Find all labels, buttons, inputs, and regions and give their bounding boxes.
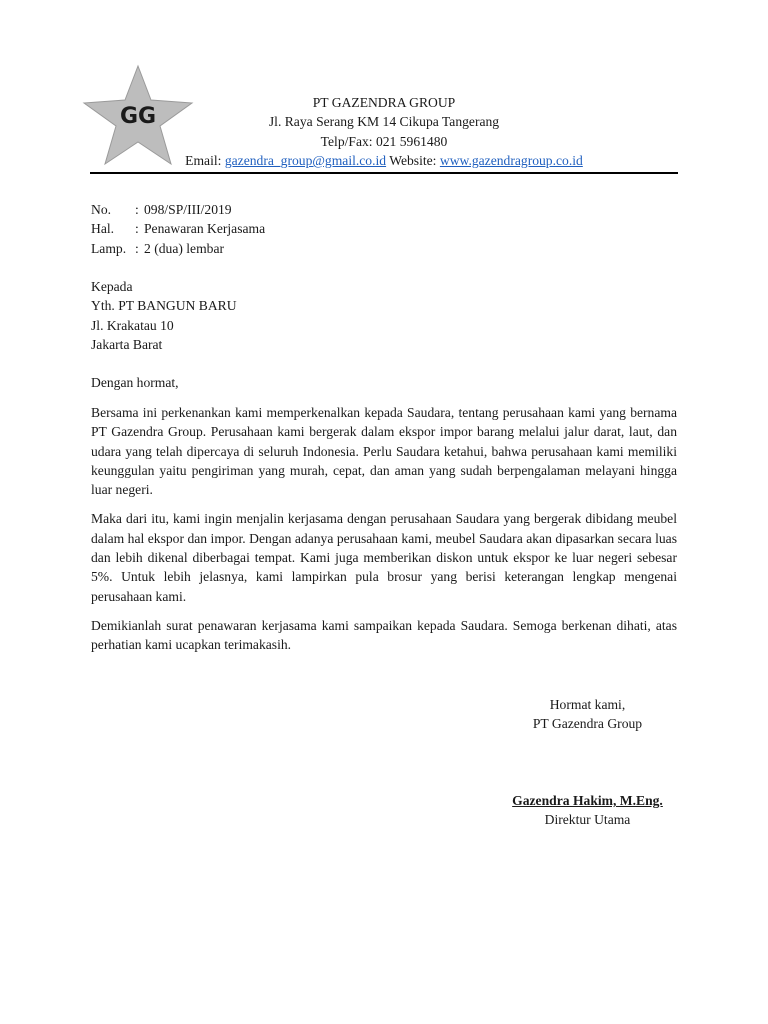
letter-meta <box>91 200 265 258</box>
company-name: PT GAZENDRA GROUP <box>312 95 456 110</box>
body-paragraph: Maka dari itu, kami ingin menjalin kerjasama dengan perusahaan Saudara yang bergerak dibidang meubel dalam hal ekspor dan impor. Dengan adanya perusahaan kami, meubel Saudara akan dipasarkan secara luas dan lebih dikenal diberbagai tempat. Kami juga memberikan diskon untuk ekspor ke luar negeri sebesar 5%. Untuk lebih jelasnya, kami lampirkan pula brosur yang berisi keterangan lengkap mengenai perusahaan kami. <box>91 511 677 604</box>
meta-sep: : <box>135 202 139 217</box>
meta-sep: : <box>135 240 139 256</box>
letterhead <box>90 93 678 170</box>
recipient-name: Yth. PT BANGUN BARU <box>91 298 237 314</box>
closing-company: PT Gazendra Group <box>532 716 643 732</box>
meta-value: Penawaran Kerjasama <box>144 221 266 237</box>
meta-row-number <box>91 200 265 219</box>
meta-value: 098/SP/III/2019 <box>144 202 232 217</box>
meta-sep: : <box>135 221 139 237</box>
meta-row-attachment <box>91 239 265 258</box>
logo-initials: GG <box>119 104 157 129</box>
company-address: Jl. Raya Serang KM 14 Cikupa Tangerang <box>268 114 500 130</box>
recipient-city: Jakarta Barat <box>91 336 163 352</box>
recipient-greeting: Kepada <box>91 279 133 294</box>
website-label: Website: <box>389 152 437 168</box>
closing-regards: Hormat kami, <box>549 697 626 712</box>
meta-key: Hal. <box>91 221 115 237</box>
signature-block <box>480 791 695 830</box>
signer-title: Direktur Utama <box>544 812 631 828</box>
recipient-block <box>91 277 237 354</box>
salutation: Dengan hormat, <box>91 375 179 390</box>
email-label: Email: <box>185 152 222 168</box>
meta-row-subject <box>91 219 265 238</box>
company-phone: Telp/Fax: 021 5961480 <box>320 133 448 149</box>
body-paragraph: Bersama ini perkenankan kami memperkenalkan kepada Saudara, tentang perusahaan kami yang bernama PT Gazendra Group. Perusahaan kami bergerak dalam ekspor impor barang melalui jalur darat, laut, dan udara yang telah dipercaya di seluruh Indonesia. Perlu Saudara ketahui, bahwa perusahaan kami memiliki keunggulan yaitu pengiriman yang murah, cepat, dan aman yang sudah berpengalaman melayani hingga luar negeri. <box>91 405 677 498</box>
body-paragraph: Demikianlah surat penawaran kerjasama kami sampaikan kepada Saudara. Semoga berkenan dihati, atas perhatian kami ucapkan terimakasih. <box>91 617 677 653</box>
recipient-street: Jl. Krakatau 10 <box>91 317 174 333</box>
meta-key: No. <box>91 202 112 217</box>
letter-body <box>91 403 677 665</box>
letterhead-divider <box>90 172 678 174</box>
signer-name: Gazendra Hakim, M.Eng. <box>512 793 663 808</box>
meta-key: Lamp. <box>91 240 127 256</box>
meta-value: 2 (dua) lembar <box>144 240 225 256</box>
contact-line <box>90 151 678 170</box>
website-link[interactable]: www.gazendragroup.co.id <box>439 152 583 168</box>
email-link[interactable]: gazendra_group@gmail.co.id <box>224 152 387 168</box>
closing-block <box>480 695 695 734</box>
